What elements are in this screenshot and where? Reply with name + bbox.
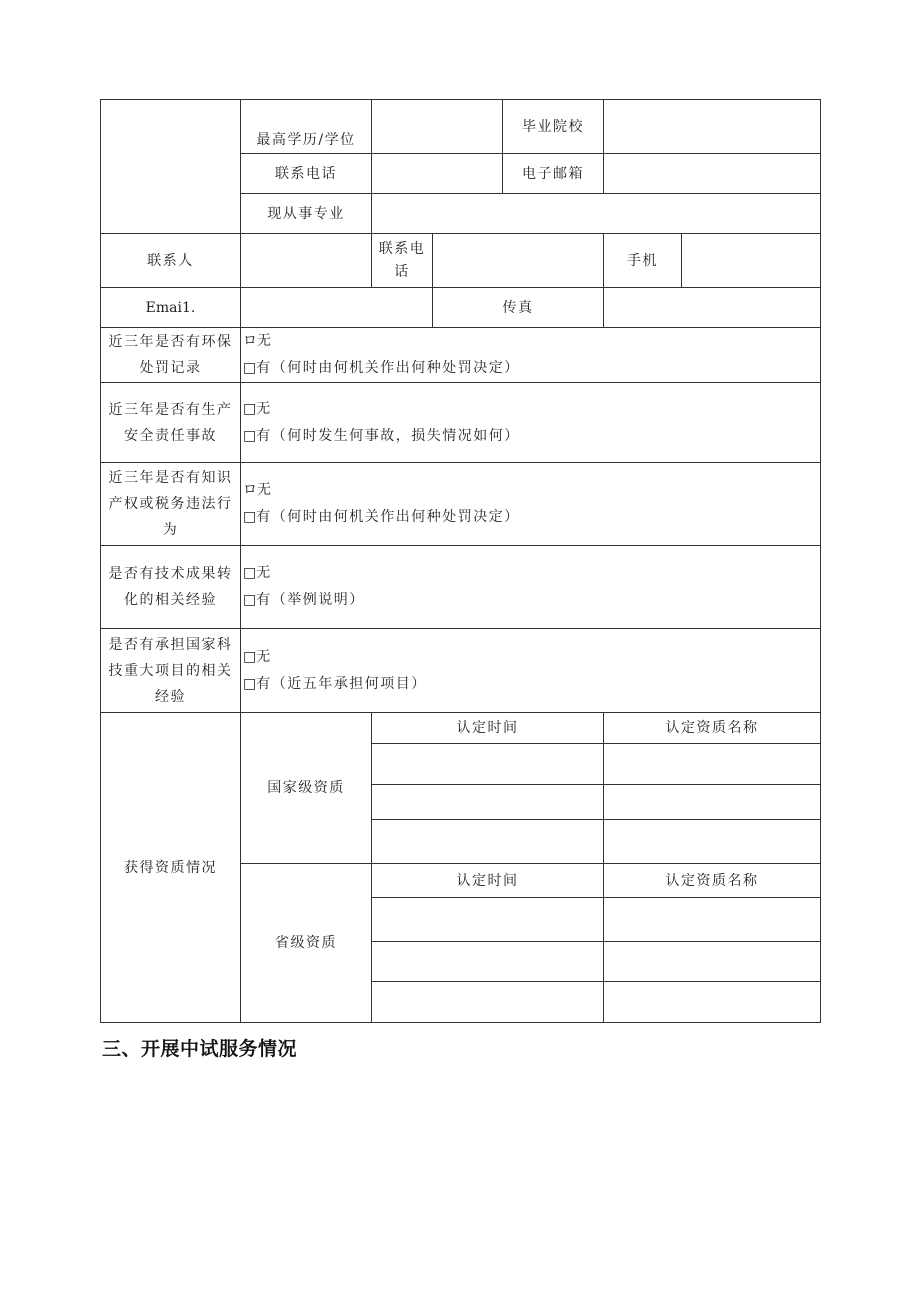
contact-person-field[interactable]: [241, 234, 372, 288]
col-header-time: 认定时间: [372, 713, 604, 744]
checkbox-icon[interactable]: □: [243, 360, 257, 376]
checkbox-icon[interactable]: □: [243, 427, 257, 444]
email-field[interactable]: [241, 288, 433, 328]
option-none-label: 无: [256, 648, 272, 665]
col-header-name: 认定资质名称: [604, 864, 821, 898]
option-yes[interactable]: [243, 671, 818, 698]
option-yes[interactable]: [243, 587, 818, 614]
check-label: 近三年是否有生产安全责任事故: [101, 383, 241, 463]
section-heading: 三、开展中试服务情况: [102, 1038, 298, 1060]
contact-phone-field[interactable]: [433, 234, 604, 288]
national-time-cell[interactable]: [372, 785, 604, 820]
checkbox-icon[interactable]: ロ: [243, 333, 257, 349]
national-qualification-label: 国家级资质: [241, 713, 372, 864]
check-label: 近三年是否有环保处罚记录: [101, 328, 241, 383]
provincial-time-cell[interactable]: [372, 942, 604, 982]
national-name-cell[interactable]: [604, 785, 821, 820]
personnel-side-cell: [101, 100, 241, 234]
checkbox-icon[interactable]: □: [243, 675, 257, 692]
major-label: 现从事专业: [241, 194, 372, 234]
option-none[interactable]: [243, 560, 818, 587]
option-none[interactable]: [243, 477, 818, 504]
national-name-cell[interactable]: [604, 744, 821, 785]
school-field[interactable]: [604, 100, 821, 154]
provincial-time-cell[interactable]: [372, 982, 604, 1023]
option-yes-label: 有（何时发生何事故，损失情况如何）: [256, 427, 520, 444]
checkbox-icon[interactable]: □: [243, 400, 257, 417]
option-none-label: 无: [256, 565, 272, 581]
checkbox-icon[interactable]: □: [243, 509, 257, 525]
checkbox-icon[interactable]: ロ: [243, 482, 257, 498]
provincial-qualification-label: 省级资质: [241, 864, 372, 1023]
option-none[interactable]: [243, 644, 818, 671]
option-none[interactable]: [243, 396, 818, 423]
qualification-label: 获得资质情况: [101, 713, 241, 1023]
option-yes[interactable]: [243, 355, 818, 382]
application-form-table: [100, 99, 821, 1023]
checkbox-icon[interactable]: □: [243, 565, 257, 581]
provincial-name-cell[interactable]: [604, 898, 821, 942]
personnel-email-field[interactable]: [604, 154, 821, 194]
checkbox-icon[interactable]: □: [243, 648, 257, 665]
col-header-time: 认定时间: [372, 864, 604, 898]
option-yes-label: 有（何时由何机关作出何种处罚决定）: [256, 509, 520, 525]
school-label: 毕业院校: [503, 100, 604, 154]
national-time-cell[interactable]: [372, 820, 604, 864]
mobile-field[interactable]: [682, 234, 821, 288]
option-yes-label: 有（何时由何机关作出何种处罚决定）: [256, 360, 520, 376]
personnel-phone-field[interactable]: [372, 154, 503, 194]
national-name-cell[interactable]: [604, 820, 821, 864]
fax-label: 传真: [433, 288, 604, 328]
option-none[interactable]: [243, 328, 818, 355]
check-label: 近三年是否有知识产权或税务违法行为: [101, 463, 241, 546]
col-header-name: 认定资质名称: [604, 713, 821, 744]
check-label: 是否有技术成果转化的相关经验: [101, 546, 241, 629]
provincial-name-cell[interactable]: [604, 982, 821, 1023]
provincial-name-cell[interactable]: [604, 942, 821, 982]
option-yes-label: 有（举例说明）: [256, 592, 365, 608]
email-label: Emai1.: [101, 288, 241, 328]
checkbox-icon[interactable]: □: [243, 592, 257, 608]
major-field[interactable]: [372, 194, 821, 234]
personnel-email-label: 电子邮箱: [503, 154, 604, 194]
option-yes[interactable]: [243, 504, 818, 531]
option-none-label: 无: [257, 482, 273, 498]
personnel-phone-label: 联系电话: [241, 154, 372, 194]
fax-field[interactable]: [604, 288, 821, 328]
option-none-label: 无: [257, 333, 273, 349]
education-label: 最高学历/学位: [241, 100, 372, 154]
education-field[interactable]: [372, 100, 503, 154]
mobile-label: 手机: [604, 234, 682, 288]
contact-phone-label: 联系电话: [372, 234, 433, 288]
check-label: 是否有承担国家科技重大项目的相关经验: [101, 629, 241, 713]
contact-person-label: 联系人: [101, 234, 241, 288]
option-none-label: 无: [256, 400, 272, 417]
option-yes[interactable]: [243, 423, 818, 450]
provincial-time-cell[interactable]: [372, 898, 604, 942]
option-yes-label: 有（近五年承担何项目）: [256, 675, 427, 692]
national-time-cell[interactable]: [372, 744, 604, 785]
